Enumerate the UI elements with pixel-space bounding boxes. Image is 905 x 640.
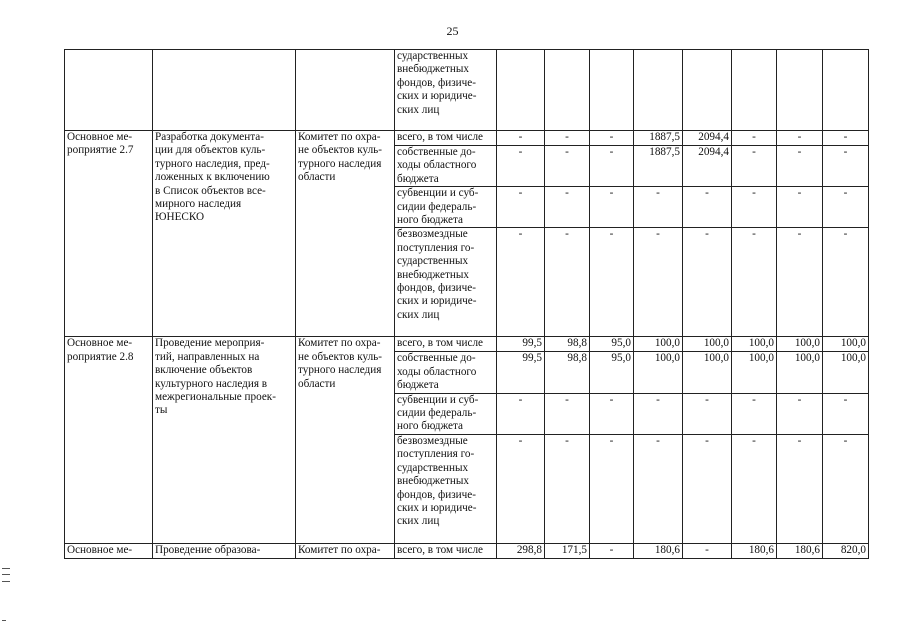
value-cell: 95,0 (590, 337, 634, 352)
value-cell: 99,5 (497, 337, 545, 352)
value-cell: - (634, 393, 683, 434)
value-cell (634, 50, 683, 131)
value-cell (497, 50, 545, 131)
value-cell: 100,0 (732, 337, 777, 352)
funding-table (64, 49, 869, 559)
executor-cell (296, 50, 395, 131)
value-cell: 180,6 (777, 543, 823, 558)
value-cell: - (683, 543, 732, 558)
value-cell: 95,0 (590, 352, 634, 393)
value-cell: - (497, 146, 545, 187)
event-cell: Основное ме- (65, 543, 153, 558)
value-cell: 100,0 (634, 352, 683, 393)
title-cell: Разработка документа- ции для объектов куль- турного наследия, пред- ложенных к включению в Список объектов все- мирного наследия ЮНЕСКО (153, 131, 296, 337)
value-cell: 100,0 (732, 352, 777, 393)
value-cell: 180,6 (732, 543, 777, 558)
value-cell: 100,0 (777, 352, 823, 393)
funding-source-cell: безвозмездные поступления го- сударственных внебюджетных фондов, физиче- ских и юридиче- ских лиц (395, 434, 497, 543)
value-cell: - (732, 131, 777, 146)
funding-source-cell: собственные до- ходы областного бюджета (395, 146, 497, 187)
value-cell: - (590, 434, 634, 543)
value-cell: 180,6 (634, 543, 683, 558)
value-cell: - (634, 187, 683, 228)
margin-binding-mark (2, 568, 10, 582)
value-cell: 99,5 (497, 352, 545, 393)
value-cell: 1887,5 (634, 146, 683, 187)
table-body (65, 50, 869, 559)
value-cell: - (497, 228, 545, 337)
value-cell (732, 50, 777, 131)
value-cell: 100,0 (683, 352, 732, 393)
funding-source-cell: сударственных внебюджетных фондов, физиче- ских и юридиче- ских лиц (395, 50, 497, 131)
value-cell: 100,0 (634, 337, 683, 352)
value-cell: - (590, 228, 634, 337)
title-cell: Проведение мероприя- тий, направленных на включение объектов культурного наследия в межрегиональные проек- ты (153, 337, 296, 543)
value-cell: - (823, 393, 869, 434)
event-cell (65, 50, 153, 131)
value-cell: - (590, 131, 634, 146)
funding-source-cell: собственные до- ходы областного бюджета (395, 352, 497, 393)
funding-source-cell: всего, в том числе (395, 131, 497, 146)
value-cell: - (823, 434, 869, 543)
value-cell: - (545, 187, 590, 228)
value-cell: - (497, 187, 545, 228)
value-cell: - (777, 393, 823, 434)
event-cell: Основное ме- роприятие 2.8 (65, 337, 153, 543)
value-cell: - (823, 131, 869, 146)
value-cell: - (683, 187, 732, 228)
value-cell: 2094,4 (683, 131, 732, 146)
executor-cell: Комитет по охра- не объектов куль- турного наследия области (296, 131, 395, 337)
table-row (65, 50, 869, 131)
value-cell (777, 50, 823, 131)
value-cell: 2094,4 (683, 146, 732, 187)
value-cell: 100,0 (683, 337, 732, 352)
value-cell: - (634, 228, 683, 337)
funding-source-cell: всего, в том числе (395, 337, 497, 352)
executor-cell: Комитет по охра- не объектов куль- турного наследия области (296, 337, 395, 543)
value-cell: - (545, 228, 590, 337)
table-row (65, 543, 869, 558)
value-cell: - (823, 187, 869, 228)
value-cell: - (683, 434, 732, 543)
funding-source-cell: безвозмездные поступления го- сударственных внебюджетных фондов, физиче- ских и юридиче- ских лиц (395, 228, 497, 337)
funding-source-cell: субвенции и суб- сидии федераль- ного бюджета (395, 393, 497, 434)
funding-source-cell: субвенции и суб- сидии федераль- ного бюджета (395, 187, 497, 228)
value-cell: 100,0 (777, 337, 823, 352)
value-cell: - (732, 434, 777, 543)
value-cell: - (683, 393, 732, 434)
value-cell: 820,0 (823, 543, 869, 558)
value-cell: 1887,5 (634, 131, 683, 146)
value-cell (823, 50, 869, 131)
value-cell: 98,8 (545, 337, 590, 352)
value-cell: - (823, 146, 869, 187)
value-cell: - (590, 543, 634, 558)
value-cell: 171,5 (545, 543, 590, 558)
margin-dot (2, 620, 6, 621)
value-cell: - (497, 393, 545, 434)
value-cell: - (777, 434, 823, 543)
value-cell: - (732, 146, 777, 187)
funding-source-cell: всего, в том числе (395, 543, 497, 558)
value-cell: - (590, 146, 634, 187)
value-cell: - (590, 393, 634, 434)
value-cell: - (732, 187, 777, 228)
value-cell: - (732, 393, 777, 434)
table-row (65, 131, 869, 146)
table-row (65, 337, 869, 352)
value-cell: - (683, 228, 732, 337)
value-cell: - (823, 228, 869, 337)
value-cell: - (497, 434, 545, 543)
value-cell (683, 50, 732, 131)
title-cell (153, 50, 296, 131)
value-cell: - (777, 146, 823, 187)
value-cell: - (777, 228, 823, 337)
value-cell: 100,0 (823, 352, 869, 393)
value-cell: - (545, 131, 590, 146)
value-cell: - (545, 146, 590, 187)
page-number: 25 (446, 24, 459, 38)
value-cell (590, 50, 634, 131)
value-cell: - (497, 131, 545, 146)
value-cell: 100,0 (823, 337, 869, 352)
value-cell: - (732, 228, 777, 337)
value-cell: - (777, 131, 823, 146)
title-cell: Проведение образова- (153, 543, 296, 558)
executor-cell: Комитет по охра- (296, 543, 395, 558)
value-cell: - (545, 393, 590, 434)
value-cell: 98,8 (545, 352, 590, 393)
value-cell: - (634, 434, 683, 543)
value-cell (545, 50, 590, 131)
value-cell: - (777, 187, 823, 228)
value-cell: - (590, 187, 634, 228)
event-cell: Основное ме- роприятие 2.7 (65, 131, 153, 337)
value-cell: 298,8 (497, 543, 545, 558)
value-cell: - (545, 434, 590, 543)
